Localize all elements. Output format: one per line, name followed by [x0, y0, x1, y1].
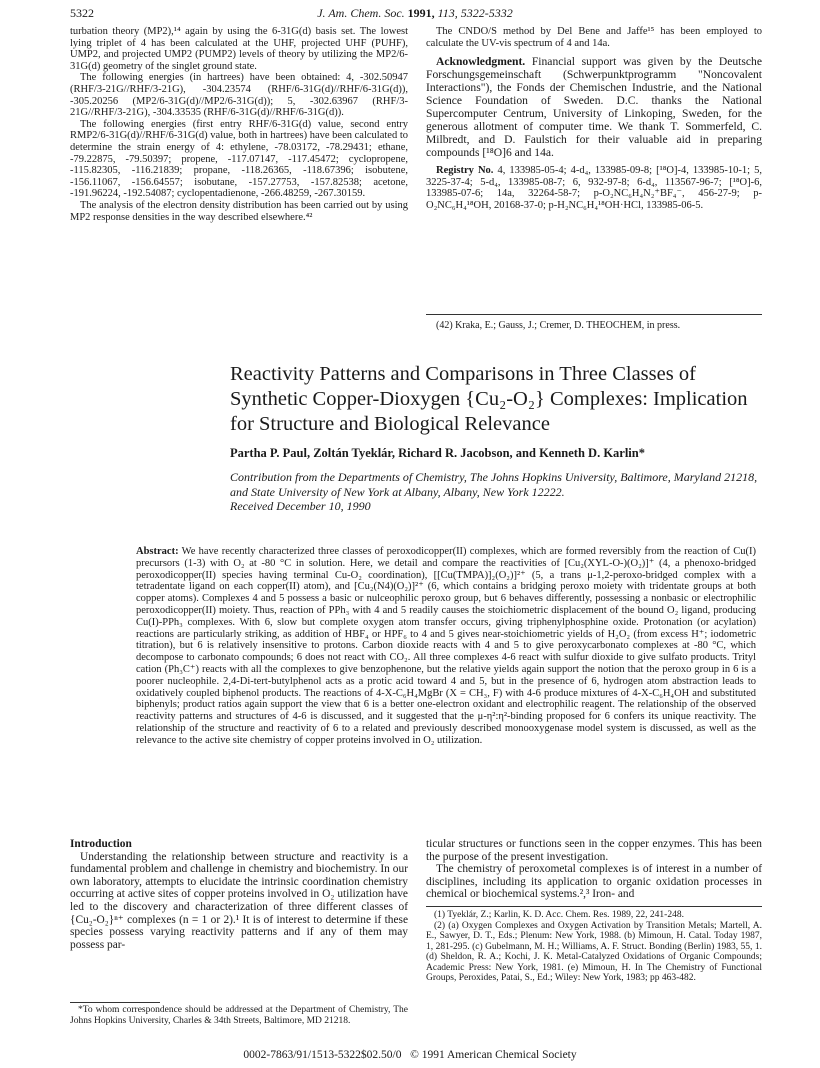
- references: [426, 910, 762, 984]
- received-date: Received December 10, 1990: [230, 499, 371, 513]
- article-title: Reactivity Patterns and Comparisons in Three Classes of Synthetic Copper-Dioxygen {Cu₂-O₂} Complexes: Implication for Structure and Biological Relevance: [230, 363, 748, 435]
- prev-paragraph: The following energies (in hartrees) have been obtained: 4, -302.50947 (RHF/3-21G//RHF/3-21G), -304.23574 (RHF/6-31G(d)//RHF/6-31G(d)), -305.20256 (MP2/6-31G(d)//MP2/6-31G(d)); 5, -302.63967 (RHF/3-21G//RHF/3-21G), -304.33535 (RHF/6-31G(d)//RHF/6-31G(d)).: [70, 72, 408, 119]
- journal-pages: 5322-5332: [460, 6, 513, 20]
- footnote-rule: [70, 1002, 160, 1003]
- ref-42-text: (42) Kraka, E.; Gauss, J.; Cremer, D. THEOCHEM, in press.: [436, 320, 681, 331]
- prev-paragraph: The analysis of the electron density distribution has been carried out by using MP2 response densities in the way described elsewhere.⁴²: [70, 199, 408, 223]
- reference-2: (2) (a) Oxygen Complexes and Oxygen Activation by Transition Metals; Martell, A. E., Sawyer, D. T., Eds.; Plenum: New York, 1988. (b) Mimoun, H. Catal. Today 1987, 1, 281-295. (c) Gubelmann, M. H.; Williams, A. F. Struct. Bonding (Berlin) 1983, 55, 1. (d) Sheldon, R. A.; Kochi, J. K. Metal-Catalyzed Oxidations of Organic Compounds; Academic Press: New York, 1981. (e) Mimoun, H. In The Chemistry of Functional Groups, Peroxides, Patai, S., Ed.; Wiley: New York, 1983; pp 463-482.: [426, 920, 762, 983]
- page-number: 5322: [70, 6, 94, 20]
- reference-1: (1) Tyeklár, Z.; Karlin, K. D. Acc. Chem. Res. 1989, 22, 241-248.: [434, 910, 684, 920]
- prev-article-right-column: [426, 26, 762, 212]
- registry-numbers: [426, 165, 762, 211]
- journal-volume: 113,: [437, 6, 458, 20]
- article-affiliation: Contribution from the Departments of Chemistry, The Johns Hopkins University, Baltimore, Maryland 21218, and State University of New York at Albany, Albany, New York 12222.: [230, 470, 758, 499]
- footnote-text: *To whom correspondence should be addressed at the Department of Chemistry, The Johns Hopkins University, Charles & 34th Streets, Baltimore, MD 21218.: [70, 1005, 408, 1026]
- body-paragraph: ticular structures or functions seen in the copper enzymes. This has been the purpose of the present investigation.: [426, 838, 762, 863]
- registry-label: Registry No.: [436, 165, 494, 177]
- body-left-column: [70, 838, 408, 951]
- registry-text: 4, 133985-05-4; 4-d₄, 133985-09-8; [¹⁸O]-4, 133985-10-1; 5, 3225-37-4; 5-d₄, 133985-08-7; 6, 932-97-8; 6-d₄, 113567-96-7; [¹⁸O]-6, 133985-07-6; 14a, 32264-58-7; p-O₂NC₆H₄N₂⁺BF₄⁻, 456-27-9; p-O₂NC₆H₄¹⁸OH, 20168-37-0; p-H₂NC₆H₄¹⁸OH·HCl, 133985-06-5.: [426, 165, 762, 211]
- affiliation-block: [230, 470, 770, 514]
- body-paragraph: The chemistry of peroxometal complexes is of interest in a number of disciplines, including its application to organic oxidation processes in chemical or biochemical systems.²,³ Iron- and: [426, 863, 762, 901]
- prev-paragraph: The following energies (first entry RHF/6-31G(d) value, second entry RMP2/6-31G(d)//RHF/6-31G(d) value, both in hartrees) have been calculated to determine the strain energy of 4: ethylene, -78.03172, -78.29431; ethane, -79.22875, -79.50397; propene, -117.07147, -117.45472; cyclopropene, -115.82305, -116.21839; propane, -118.26365, -118.67396; isobutene, -156.11067, -156.64557; isobutane, -157.27753, -157.82538; acetone, -191.96224, -192.54087; cyclopentadienone, -266.48259, -267.30159.: [70, 118, 408, 200]
- abstract-text: We have recently characterized three classes of peroxodicopper(II) complexes, which are formed reversibly from the reaction of Cu(I) precursors (1-3) with O₂ at -80 °C in solution. Here, we detail and compare the reactivities of [Cu₂(XYL-O-)(O₂)]⁺ (4, a phenoxo-bridged peroxodicopper(II) species having terminal Cu-O₂ coordination), [[Cu(TMPA)]₂(O₂)]²⁺ (5, a trans μ-1,2-peroxo-bridged complex with a tetradentate ligand on each copper(II) atom), and [Cu₂(N4)(O₂)]²⁺ (6, which contains a bridging peroxo moiety with tridentate groups at both copper atoms). Complexes 4 and 5 possess a basic or nulceophilic peroxo group, but 6 behaves differently, possessing a nonbasic or electrophilic peroxodicopper(II) moiety. Thus, reaction of PPh₃ with 4 and 5 readily causes the stoichiometric displacement of the bound O₂ ligand, producing Cu(I)-PPh₃ complexes. With 6, slow but complete oxygen atom transfer occurs, giving triphenylphosphine oxide. Protonation (or acylation) reactions are particularly striking, as addition of HBF₄ or HPF₆ to 4 and 5 gives near-stoichiometric yields of H₂O₂ (from excess H⁺; iodometric titration), but 6 is relatively insensitive to protons. Carbon dioxide reacts with 4 and 5 to give peroxycarbonato complexes at -80 °C, which decompose to carbonato compounds; 6 does not react with CO₂. All three complexes 4-6 react with sulfur dioxide to give sulfato products. Trityl cation (Ph₃C⁺) reacts with all the complexes to give benzophenone, but the relative yields again support the notion that the peroxo group in 6 is a poorer nucleophile. 2,4-Di-tert-butylphenol acts as a protic acid toward 4 and 5, but in the presence of 6, hydrogen atom abstraction leads to oxidatively coupled biphenol products. The reactions of 4-X-C₆H₄MgBr (X = CH₃, F) with 4-6 produce mixtures of 4-X-C₆H₄OH and substituted biphenyls; product ratios again support the view that 6 is a better one-electron oxidant and electrophilic reagent. The relationship of the observed reactivity patterns and structures of 4-6 is discussed, and it suggested that the μ-η²:η²-binding proposed for 6 confers its unique reactivity. The relationship of the structure and reactivity of 6 to a related and previously described monooxygenase model system is discussed, as well as the relevance to the active site chemistry of copper proteins involved in O₂ utilization.: [136, 546, 756, 746]
- journal-name: J. Am. Chem. Soc.: [317, 6, 405, 20]
- prev-paragraph: The CNDO/S method by Del Bene and Jaffe¹⁵ has been employed to calculate the UV-vis spectrum of 4 and 14a.: [426, 26, 762, 49]
- ack-label: Acknowledgment.: [436, 55, 526, 69]
- body-paragraph: Understanding the relationship between structure and reactivity is a fundamental problem and challenge in chemistry and biochemistry. In our own laboratory, attempts to elucidate the intrinsic coordination chemistry occurring at active sites of copper proteins involved in O₂ utilization have led to the discovery and characterization of three different classes of {Cu₂-O₂}ⁿ⁺ complexes (n = 1 or 2).¹ It is of interest to determine if these species possess varying reactivity patterns and if any of them may possess par-: [70, 850, 408, 951]
- body-right-column: [426, 838, 762, 901]
- section-heading: Introduction: [70, 838, 132, 850]
- article-authors: Partha P. Paul, Zoltán Tyeklár, Richard R. Jacobson, and Kenneth D. Karlin*: [230, 446, 645, 460]
- journal-year: 1991,: [407, 6, 435, 20]
- references-rule: [426, 906, 762, 907]
- divider-rule: [426, 314, 762, 315]
- prev-paragraph: turbation theory (MP2),¹⁴ again by using the 6-31G(d) basis set. The lowest lying triplet of 4 has been calculated at the UHF, projected UHF (PUHF), UMP2, and projected UMP2 (PUMP2) levels of theory by utilizing the MP2/6-31G(d) geometry of the singlet ground state.: [70, 26, 408, 72]
- prev-article-left-column: [70, 26, 408, 223]
- running-header: [70, 6, 760, 24]
- abstract-label: Abstract:: [136, 546, 179, 557]
- reference-42: [426, 320, 762, 332]
- copyright-line: 0002-7863/91/1513-5322$02.50/0 © 1991 American Chemical Society: [243, 1049, 577, 1061]
- ack-text: Financial support was given by the Deutsche Forschungsgemeinschaft (Schwerpunktprogramm "Noncovalent Interactions"), the Fonds der Chemischen Industrie, and the National Science Foundation of Sweden. D.C. thanks the National Supercomputer Centrum, University of Linkoping, Sweden, for the generous allotment of computer time. We thank T. Sommerfeld, C. Milbredt, and D. Faulstich for their valuable aid in preparing compounds [¹⁸O]6 and 14a.: [426, 55, 763, 160]
- journal-citation: [70, 6, 760, 21]
- correspondence-footnote: [70, 1005, 408, 1026]
- acknowledgment: [426, 55, 762, 159]
- abstract: [136, 546, 756, 747]
